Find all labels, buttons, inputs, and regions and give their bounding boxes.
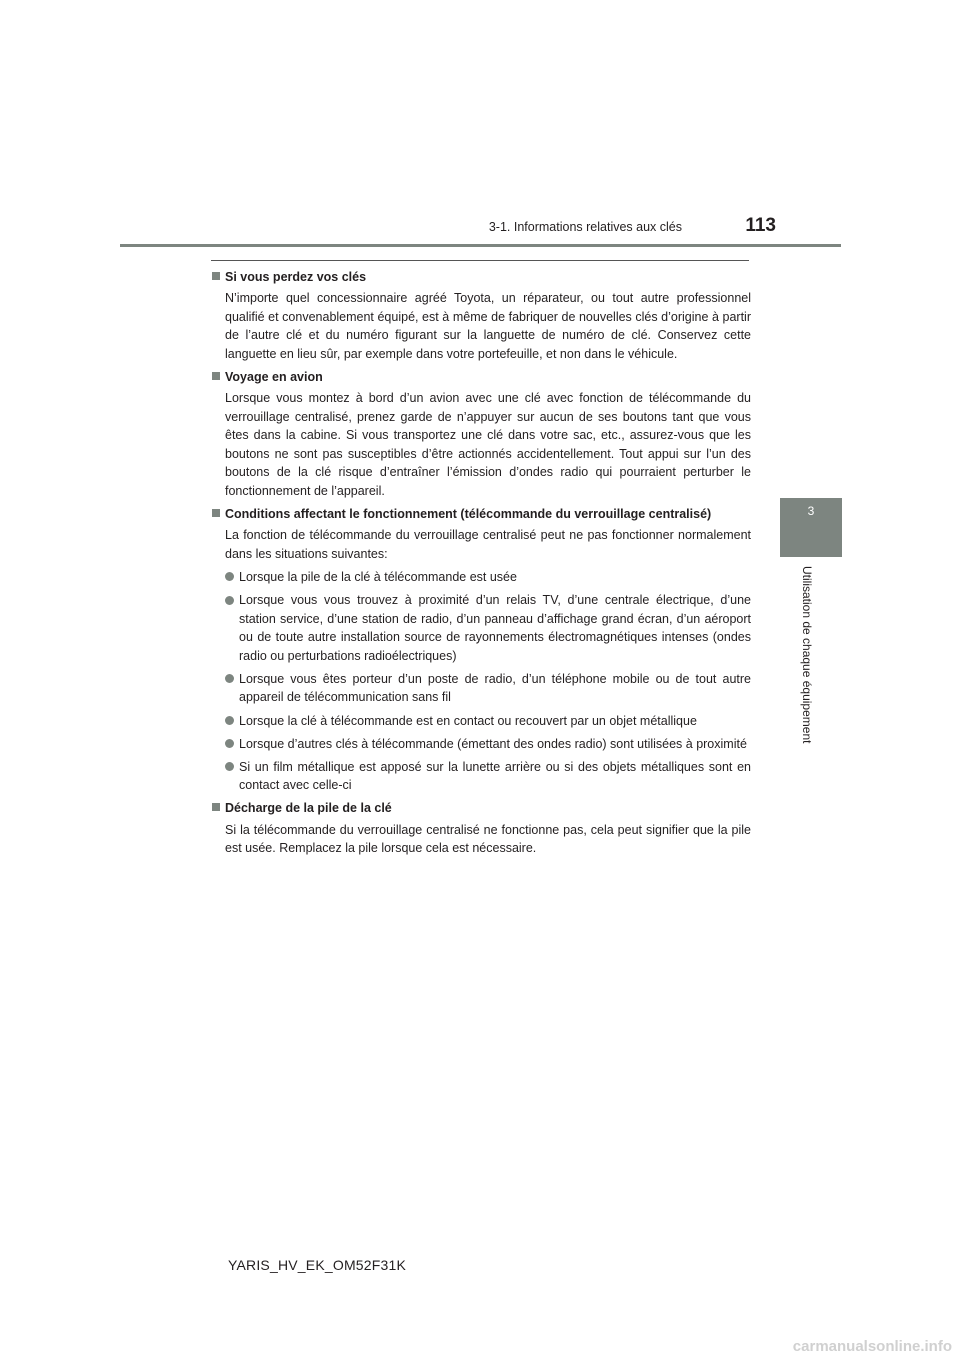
square-bullet-icon: [212, 372, 220, 380]
list-item-text: Lorsque la pile de la clé à télécommande est usée: [239, 569, 517, 584]
section-air-travel: [211, 368, 751, 501]
circle-bullet-icon: [225, 596, 234, 605]
list-item: [225, 758, 751, 795]
circle-bullet-icon: [225, 762, 234, 771]
page-content: [211, 268, 751, 862]
section-heading: [211, 799, 751, 818]
list-item: [225, 712, 751, 731]
circle-bullet-icon: [225, 739, 234, 748]
square-bullet-icon: [212, 803, 220, 811]
section-title: Conditions affectant le fonctionnement (télécommande du verrouillage centralisé): [225, 507, 712, 522]
square-bullet-icon: [212, 509, 220, 517]
running-header-section: 3-1. Informations relatives aux clés: [488, 220, 682, 234]
content-top-rule: [211, 260, 749, 261]
list-item-text: Lorsque la clé à télécommande est en contact ou recouvert par un objet métallique: [239, 713, 697, 728]
list-item: [225, 735, 751, 754]
section-heading: [211, 268, 751, 287]
section-operating-conditions: [211, 505, 751, 795]
section-title: Décharge de la pile de la clé: [225, 801, 392, 816]
list-item-text: Si un film métallique est apposé sur la lunette arrière ou si des objets métalliques sont en contact avec celle-ci: [239, 759, 751, 793]
section-title: Voyage en avion: [225, 369, 323, 384]
watermark: carmanualsonline.info: [792, 1338, 952, 1355]
list-item: [225, 670, 751, 707]
list-item: [225, 568, 751, 587]
section-paragraph: Si la télécommande du verrouillage centralisé ne fonctionne pas, cela peut signifier que la pile est usée. Remplacez la pile lorsque cela est nécessaire.: [225, 822, 751, 856]
circle-bullet-icon: [225, 572, 234, 581]
list-item-text: Lorsque vous êtes porteur d’un poste de radio, d’un téléphone mobile ou de tout autre appareil de télécommunication sans fil: [239, 671, 751, 705]
chapter-tab-number: 3: [807, 504, 815, 518]
page-number: 113: [745, 215, 776, 236]
section-paragraph: La fonction de télécommande du verrouillage centralisé peut ne pas fonctionner normalement dans les situations suivantes:: [225, 528, 751, 561]
circle-bullet-icon: [225, 716, 234, 725]
section-lost-keys: [211, 268, 751, 363]
document-code-footer: YARIS_HV_EK_OM52F31K: [228, 1257, 407, 1273]
list-item-text: Lorsque d’autres clés à télécommande (émettant des ondes radio) sont utilisées à proximité: [239, 736, 747, 751]
chapter-tab: [780, 498, 842, 557]
chapter-tab-label: Utilisation de chaque équipement: [800, 566, 814, 744]
section-key-battery-discharge: [211, 799, 751, 857]
section-heading: [211, 505, 751, 524]
section-paragraph: Lorsque vous montez à bord d’un avion avec une clé avec fonction de télécommande du verrouillage centralisé, prenez garde de n’appuyer sur aucun de ses boutons tant que vous êtes dans la cabine. Si vous transportez une clé dans votre sac, etc., assurez-vous que les boutons ne sont pas susceptibles d’être actionnés accidentellement. Tout appui sur l’un des boutons de la clé risque d’entraîner l’émission d’ondes radio qui pourraient perturber le fonctionnement de l’appareil.: [225, 391, 751, 499]
section-paragraph: N’importe quel concessionnaire agréé Toyota, un réparateur, ou tout autre professionnel qualifié et convenablement équipé, est à même de fabriquer de nouvelles clés d’origine à partir de l’autre clé et du numéro figurant sur la languette de numéro de clé. Conservez cette languette en lieu sûr, par exemple dans votre portefeuille, et non dans le véhicule.: [225, 291, 751, 361]
section-heading: [211, 368, 751, 387]
list-item: [225, 591, 751, 665]
square-bullet-icon: [212, 272, 220, 280]
circle-bullet-icon: [225, 674, 234, 683]
section-title: Si vous perdez vos clés: [225, 270, 367, 284]
header-rule: [120, 244, 841, 247]
list-item-text: Lorsque vous vous trouvez à proximité d’un relais TV, d’une centrale électrique, d’une station service, d’une station de radio, d’un panneau d’affichage grand écran, d’un aéroport ou de toute autre installation source de rayonnements électromagnétiques intenses (ondes radio ou perturbations radioélectriques): [239, 593, 751, 663]
